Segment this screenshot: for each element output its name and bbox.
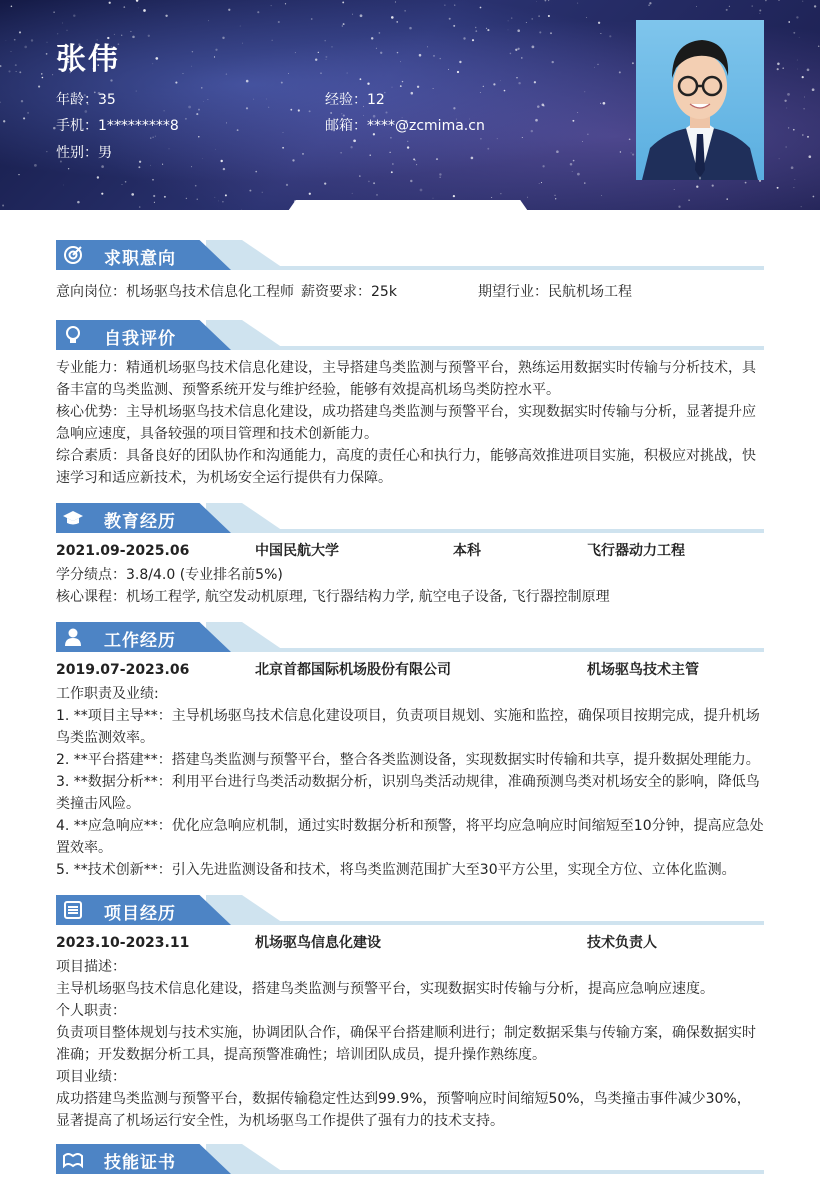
section-header-skills bbox=[56, 1144, 764, 1178]
section-header-intent bbox=[56, 240, 764, 274]
work-duty-item: 2. **平台搭建**：搭建鸟类监测与预警平台，整合各类监测设备，实现数据实时传输和共享，提升数据处理能力。 bbox=[56, 752, 760, 768]
work-title: 机场驱鸟技术主管 bbox=[587, 662, 699, 678]
project-result-label: 项目业绩： bbox=[56, 1069, 126, 1085]
education-gpa: 学分绩点：3.8/4.0 (专业排名前5%) bbox=[56, 567, 283, 583]
section-header-project bbox=[56, 895, 764, 929]
target-icon bbox=[62, 244, 84, 266]
section-header-self-eval bbox=[56, 320, 764, 354]
email-field: 邮箱：****@zcmima.cn bbox=[325, 118, 485, 134]
work-duty-item: 3. **数据分析**：利用平台进行鸟类活动数据分析，识别鸟类活动规律，准确预测鸟类对机场安全的影响，降低鸟类撞击风险。 bbox=[56, 774, 760, 812]
graduation-cap-icon bbox=[62, 507, 84, 529]
project-duty: 负责项目整体规划与技术实施，协调团队合作，确保平台搭建顺利进行；制定数据采集与传输方案，确保数据实时准确；开发数据分析工具，提高预警准确性；培训团队成员，提升操作熟练度。 bbox=[56, 1025, 756, 1063]
section-title: 技能证书 bbox=[104, 1153, 176, 1173]
education-degree: 本科 bbox=[453, 543, 481, 559]
project-name: 机场驱鸟信息化建设 bbox=[255, 935, 381, 951]
gender-field: 性别：男 bbox=[56, 145, 112, 161]
section-title: 求职意向 bbox=[104, 249, 176, 269]
experience-field: 经验：12 bbox=[325, 92, 385, 108]
certificate-icon bbox=[62, 1148, 84, 1170]
education-courses: 核心课程：机场工程学, 航空发动机原理, 飞行器结构力学, 航空电子设备, 飞行器控制原理 bbox=[56, 589, 610, 605]
section-header-work bbox=[56, 622, 764, 656]
intent-position: 意向岗位：机场驱鸟技术信息化工程师 bbox=[56, 284, 294, 300]
self-eval-strengths: 核心优势：主导机场驱鸟技术信息化建设，成功搭建鸟类监测与预警平台，实现数据实时传输与分析，显著提升应急响应速度，具备较强的项目管理和技术创新能力。 bbox=[56, 404, 756, 442]
section-title: 工作经历 bbox=[104, 631, 176, 651]
work-duty-item: 5. **技术创新**：引入先进监测设备和技术，将鸟类监测范围扩大至30平方公里，实现全方位、立体化监测。 bbox=[56, 862, 736, 878]
project-period: 2023.10-2023.11 bbox=[56, 935, 190, 951]
work-duty-item: 4. **应急响应**：优化应急响应机制，通过实时数据分析和预警，将平均应急响应时间缩短至10分钟，提高应急处置效率。 bbox=[56, 818, 764, 856]
intent-salary: 薪资要求：25k bbox=[301, 284, 397, 300]
self-eval-professional: 专业能力：精通机场驱鸟技术信息化建设，主导搭建鸟类监测与预警平台，熟练运用数据实时传输与分析技术，具备丰富的鸟类监测、预警系统开发与维护经验，能够有效提高机场鸟类防控水平。 bbox=[56, 360, 756, 398]
work-duty-item: 1. **项目主导**：主导机场驱鸟技术信息化建设项目，负责项目规划、实施和监控，确保项目按期完成，提升机场鸟类监测效率。 bbox=[56, 708, 760, 746]
self-eval-overall: 综合素质：具备良好的团队协作和沟通能力，高度的责任心和执行力，能够高效推进项目实施，积极应对挑战，快速学习和适应新技术，为机场安全运行提供有力保障。 bbox=[56, 448, 756, 486]
section-header-education bbox=[56, 503, 764, 537]
resume-header bbox=[0, 0, 820, 210]
intent-industry: 期望行业：民航机场工程 bbox=[478, 284, 632, 300]
section-title: 教育经历 bbox=[104, 512, 176, 532]
project-role: 技术负责人 bbox=[587, 935, 657, 951]
education-period: 2021.09-2025.06 bbox=[56, 543, 190, 559]
work-period: 2019.07-2023.06 bbox=[56, 662, 190, 678]
project-desc-label: 项目描述： bbox=[56, 959, 126, 975]
work-company: 北京首都国际机场股份有限公司 bbox=[255, 662, 451, 678]
phone-field: 手机：1*********8 bbox=[56, 118, 179, 134]
section-title: 自我评价 bbox=[104, 329, 176, 349]
section-title: 项目经历 bbox=[104, 904, 176, 924]
profile-photo bbox=[636, 20, 764, 180]
person-icon bbox=[62, 626, 84, 648]
age-field: 年龄：35 bbox=[56, 92, 116, 108]
project-duty-label: 个人职责： bbox=[56, 1003, 126, 1019]
list-icon bbox=[62, 899, 84, 921]
project-desc: 主导机场驱鸟技术信息化建设，搭建鸟类监测与预警平台，实现数据实时传输与分析，提高应急响应速度。 bbox=[56, 981, 714, 997]
lightbulb-icon bbox=[62, 324, 84, 346]
candidate-name: 张伟 bbox=[56, 42, 120, 77]
work-duties-label: 工作职责及业绩: bbox=[56, 686, 159, 702]
education-school: 中国民航大学 bbox=[255, 543, 339, 559]
header-notch bbox=[286, 200, 530, 214]
education-major: 飞行器动力工程 bbox=[587, 543, 685, 559]
project-result: 成功搭建鸟类监测与预警平台，数据传输稳定性达到99.9%，预警响应时间缩短50%，鸟类撞击事件减少30%，显著提高了机场运行安全性，为机场驱鸟工作提供了强有力的技术支持。 bbox=[56, 1091, 751, 1129]
